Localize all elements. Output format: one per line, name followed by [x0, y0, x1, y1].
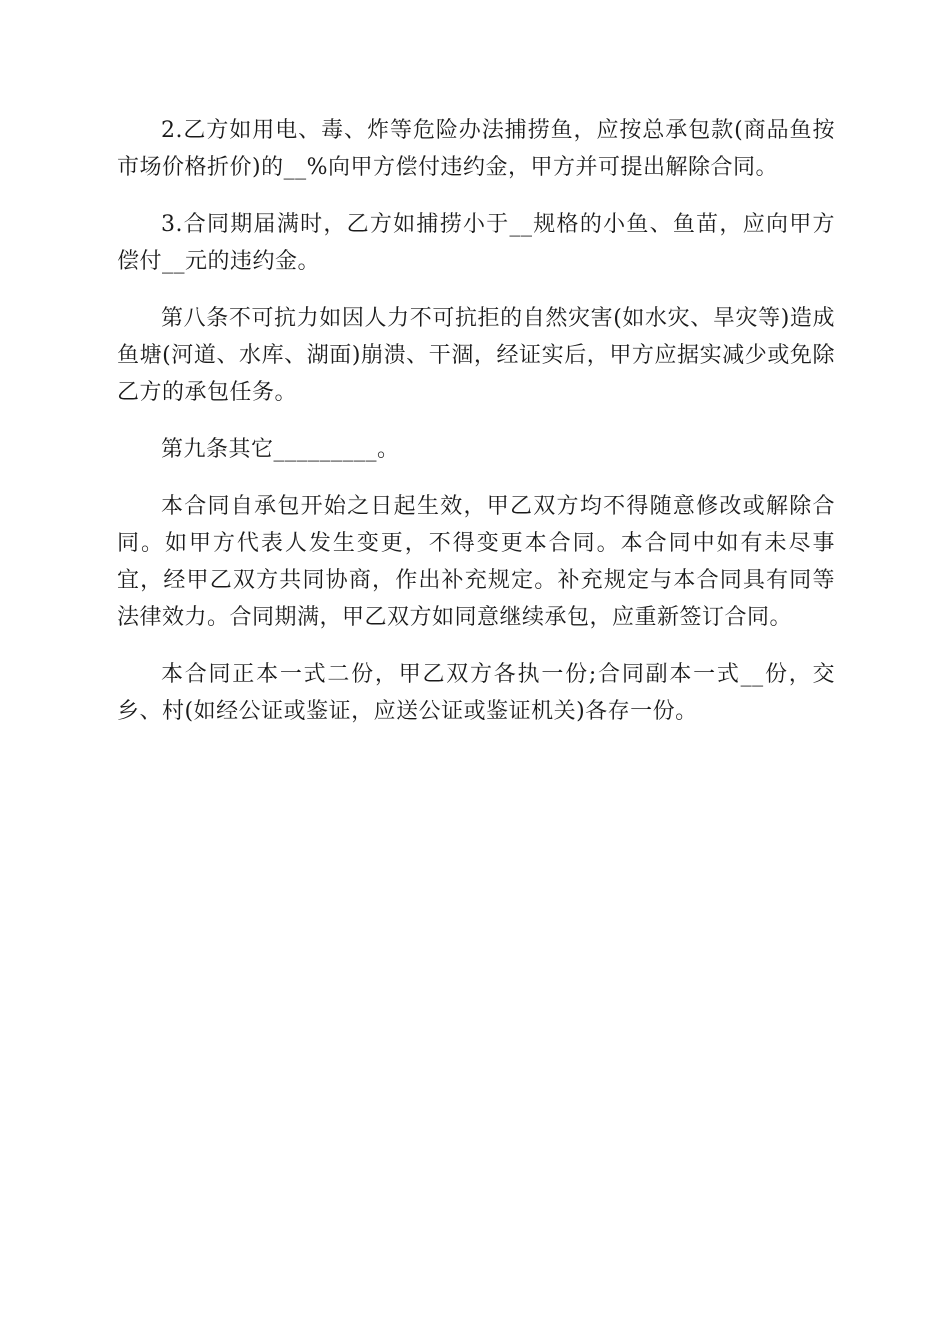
- clause-paragraph-copies: 本合同正本一式二份，甲乙双方各执一份;合同副本一式__份，交乡、村(如经公证或鉴证，应送公证或鉴证机关)各存一份。: [117, 662, 835, 724]
- clause-paragraph-other: 第九条其它_________。: [161, 437, 400, 462]
- clause-paragraph-penalty-dangerous-fishing: 2.乙方如用电、毒、炸等危险办法捕捞鱼，应按总承包款(商品鱼按市场价格折价)的__%向甲方偿付违约金，甲方并可提出解除合同。: [117, 118, 835, 180]
- clause-paragraph-penalty-small-fish: 3.合同期届满时，乙方如捕捞小于__规格的小鱼、鱼苗，应向甲方偿付__元的违约金。: [117, 212, 835, 274]
- clause-paragraph-force-majeure: 第八条不可抗力如因人力不可抗拒的自然灾害(如水灾、旱灾等)造成鱼塘(河道、水库、湖面)崩溃、干涸，经证实后，甲方应据实减少或免除乙方的承包任务。: [117, 306, 835, 405]
- document-body: [117, 112, 835, 750]
- clause-paragraph-effectiveness: 本合同自承包开始之日起生效，甲乙双方均不得随意修改或解除合同。如甲方代表人发生变更，不得变更本合同。本合同中如有未尽事宜，经甲乙双方共同协商，作出补充规定。补充规定与本合同具有同等法律效力。合同期满，甲乙双方如同意继续承包，应重新签订合同。: [117, 494, 835, 630]
